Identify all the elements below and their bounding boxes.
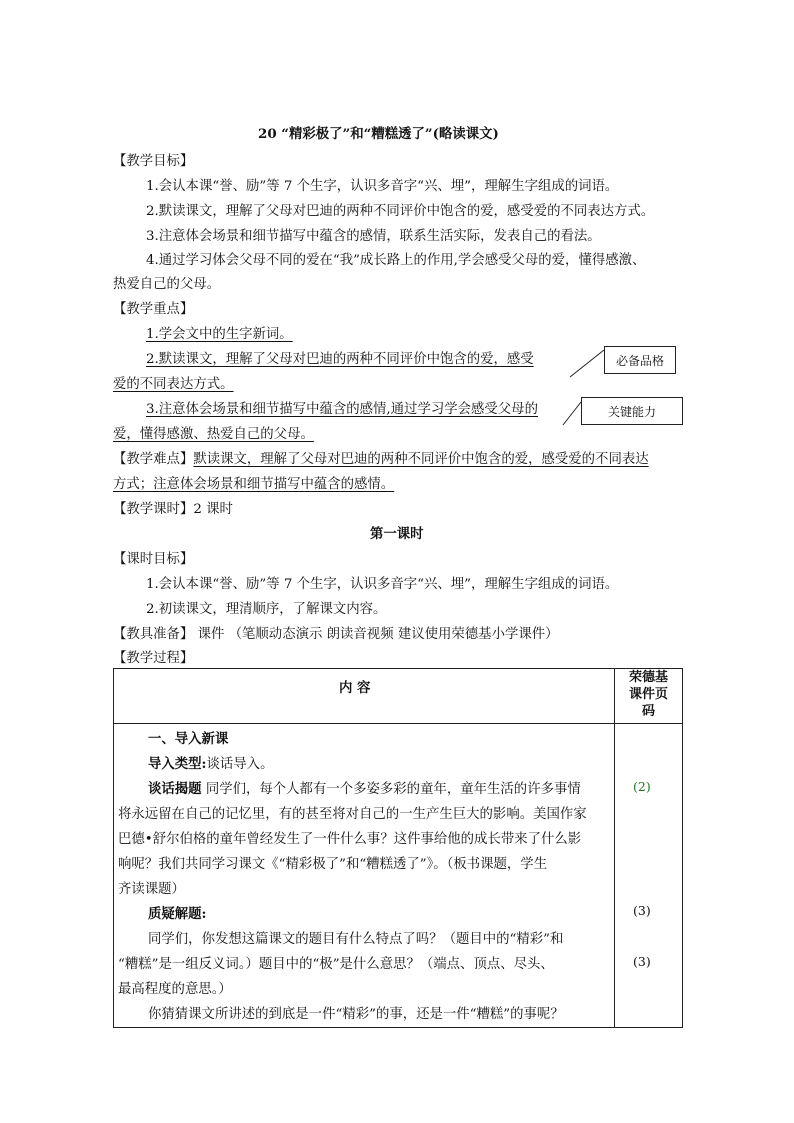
- question-line: 最高程度的意思。）: [118, 982, 232, 997]
- lesson-heading: 第一课时: [370, 526, 424, 542]
- header-ref-line: 码: [641, 704, 655, 719]
- lesson-goal-heading: 【课时目标】: [113, 552, 194, 567]
- body-ref-cell: [615, 724, 683, 1028]
- lesson-goal-item: 2.初读课文，理清顺序，了解课文内容。: [146, 602, 387, 617]
- keypoint-item: 1.学会文中的生字新词。: [146, 327, 293, 342]
- talk-line: 齐读课题）: [118, 882, 185, 897]
- keypoints-heading: 【教学重点】: [113, 302, 194, 317]
- question-line: “糟糕”是一组反义词。）题目中的“极”是什么意思？（端点、顶点、尽头、: [118, 957, 554, 972]
- intro-type-label: 导入类型:: [148, 756, 207, 772]
- goal-item: 4.通过学习体会父母不同的爱在“我”成长路上的作用,学会感受父母的爱，懂得感激、: [146, 253, 646, 268]
- header-content-cell: [114, 669, 615, 724]
- keypoint-item: 2.默读课文，理解了父母对巴迪的两种不同评价中饱含的爱，感受: [146, 352, 534, 367]
- talk-label: 谈话揭题: [148, 781, 202, 797]
- keypoint-item: 爱的不同表达方式。: [113, 377, 234, 392]
- ref-page: (3): [633, 903, 651, 918]
- header-ref-line: 荣德基: [628, 670, 668, 685]
- goal-item: 热爱自己的父母。: [113, 277, 221, 292]
- header-content: 内 容: [339, 680, 371, 696]
- tag-ability: 关键能力: [581, 397, 683, 425]
- goal-item: 1.会认本课“誉、励”等 7 个生字，认识多音字“兴、埋”，理解生字组成的词语。: [146, 179, 619, 194]
- ref-page: (2): [633, 779, 651, 794]
- talk-line: 将永远留在自己的记忆里，有的甚至将对自己的一生产生巨大的影响。美国作家: [118, 807, 587, 822]
- process-heading: 【教学过程】: [113, 651, 194, 666]
- question-label: 质疑解题:: [148, 906, 207, 922]
- talk-line-1: [148, 778, 581, 797]
- talk-text: 同学们，每个人都有一个多姿多彩的童年，童年生活的许多事情: [201, 782, 581, 797]
- intro-type: [148, 753, 273, 772]
- talk-line: 响呢？我们共同学习课文《“精彩极了”和“糟糕透了”》。（板书课题，学生: [118, 857, 548, 872]
- keypoint-item: 3.注意体会场景和细节描写中蕴含的感情,通过学习学会感受父母的: [146, 402, 538, 417]
- goal-item: 3.注意体会场景和细节描写中蕴含的感情，联系生活实际，发表自己的看法。: [146, 229, 601, 244]
- talk-line: 巴德•舒尔伯格的童年曾经发生了一件什么事？这件事给他的成长带来了什么影: [118, 832, 582, 847]
- goal-item: 2.默读课文，理解了父母对巴迪的两种不同评价中饱含的爱，感受爱的不同表达方式。: [146, 204, 655, 219]
- tag-quality: 必备品格: [604, 346, 676, 374]
- table-body-row: [114, 724, 683, 1028]
- keypoint-item: 爱，懂得感激、热爱自己的父母。: [113, 427, 314, 442]
- process-table: [113, 668, 683, 1028]
- difficulty-row: [113, 448, 649, 467]
- section-heading: 一、导入新课: [148, 731, 229, 747]
- page-title: 20 “精彩极了”和“糟糕透了”(略读课文): [258, 126, 499, 142]
- difficulty-text-2: 方式；注意体会场景和细节描写中蕴含的感情。: [113, 477, 395, 492]
- lesson-goal-item: 1.会认本课“誉、励”等 7 个生字，认识多音字“兴、埋”，理解生字组成的词语。: [146, 577, 619, 592]
- body-content-cell: [114, 724, 615, 1028]
- header-ref-line: 课件页: [628, 687, 668, 702]
- difficulty-text: 默读课文，理解了父母对巴迪的两种不同评价中饱含的爱，感受爱的不同表达: [193, 452, 649, 467]
- goals-heading: 【教学目标】: [113, 154, 194, 169]
- teaching-prep: 【教具准备】 课件 （笔顺动态演示 朗读音视频 建议使用荣德基小学课件）: [113, 627, 559, 642]
- header-ref-cell: [615, 669, 683, 724]
- table-header-row: [114, 669, 683, 724]
- intro-type-value: 谈话导入。: [206, 757, 274, 772]
- ref-page: (3): [633, 954, 651, 969]
- question-line: 你猜猜课文所讲述的到底是一件“精彩”的事，还是一件“糟糕”的事呢？: [148, 1007, 564, 1022]
- question-line: 同学们，你发想这篇课文的题目有什么特点了吗？（题目中的“精彩”和: [148, 932, 564, 947]
- difficulty-heading: 【教学难点】: [113, 452, 194, 467]
- teaching-hours: 【教学课时】2 课时: [113, 502, 233, 517]
